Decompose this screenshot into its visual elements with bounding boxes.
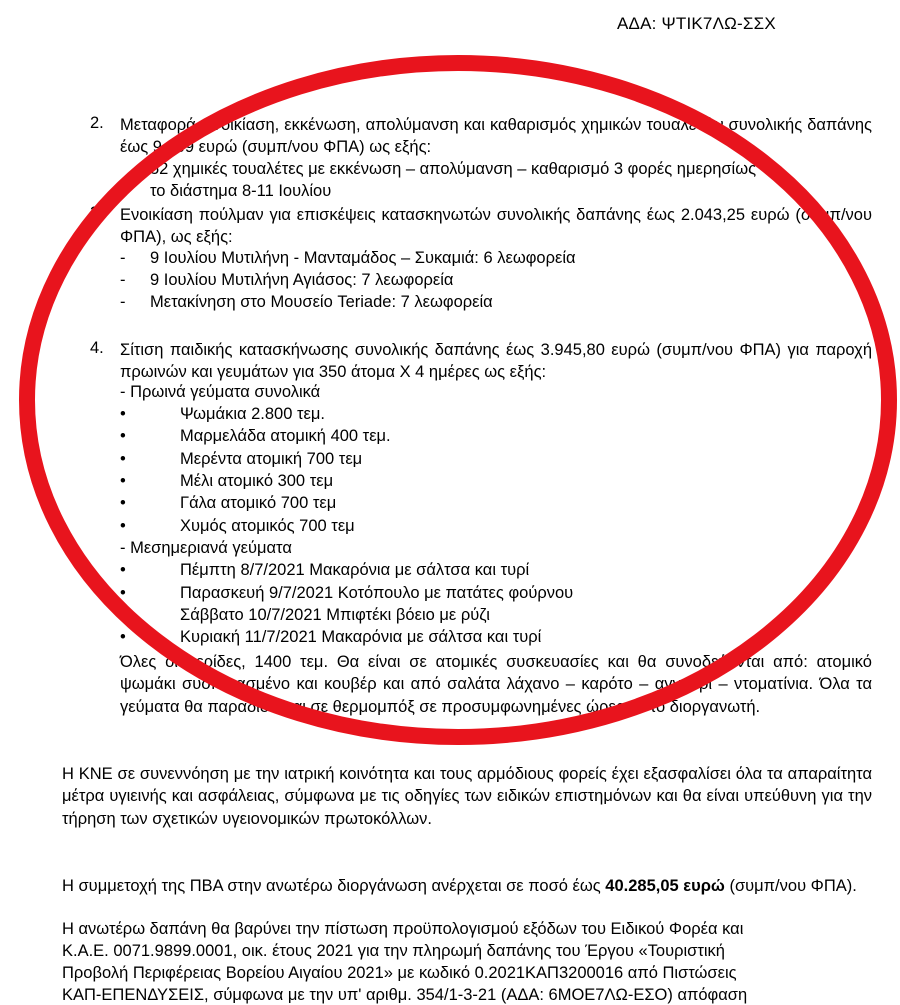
lunch-item: Σάββατο 10/7/2021 Μπιφτέκι βόειο με ρύζι [180,606,490,624]
bullet-marker: • [120,427,126,445]
kae-line: ΚΑΠ-ΕΠΕΝΔΥΣΕΙΣ, σύμφωνα με την υπ' αριθμ. 354/1-3-21 (ΑΔΑ: 6ΜΟΕ7ΛΩ-ΕΣΟ) απόφαση [62,986,748,1004]
bullet-marker: • [120,494,126,512]
pva-prefix: Η συμμετοχή της ΠΒΑ στην ανωτέρω διοργάνωση ανέρχεται σε ποσό έως [62,877,606,895]
bullet-marker: • [120,606,126,624]
breakfast-item: Ψωμάκια 2.800 τεμ. [180,405,325,423]
kae-line: Κ.Α.Ε. 0071.9899.0001, οικ. έτους 2021 για την πληρωμή δαπάνης του Έργου «Τουριστική [62,942,725,960]
breakfast-item: Χυμός ατομικός 700 τεμ [180,517,355,535]
item-4-text: Σίτιση παιδικής κατασκήνωσης συνολικής δαπάνης έως 3.945,80 ευρώ (συμπ/νου ΦΠΑ) για παροχή πρωινών και γευμάτων για 350 άτομα Χ 4 ημέρες ως εξής: [120,341,872,382]
item-2-number: 2. [90,114,104,132]
bullet-marker: • [120,517,126,535]
item-2-text: Μεταφορά, ενοικίαση, εκκένωση, απολύμανση και καθαρισμός χημικών τουαλετών συνολικής δαπάνης έως 9.009 ευρώ (συμπ/νου ΦΠΑ) ως εξής: [120,116,872,157]
pva-paragraph [62,875,872,897]
lunch-item: Παρασκευή 9/7/2021 Κοτόπουλο με πατάτες φούρνου [180,584,574,602]
kae-line: Προβολή Περιφέρειας Βορείου Αιγαίου 2021» με κωδικό 0.2021ΚΑΠ3200016 από Πιστώσεις [62,964,737,982]
item-4-number: 4. [90,339,104,357]
lunch-item: Πέμπτη 8/7/2021 Μακαρόνια με σάλτσα και τυρί [180,561,530,579]
bullet-marker: • [120,405,126,423]
dash-marker: - [120,271,126,289]
bullet-marker: • [120,450,126,468]
item-2-detail-line-1: 52 χημικές τουαλέτες με εκκένωση – απολύμανση – καθαρισμό 3 φορές ημερησίως [150,160,757,178]
bullet-marker: • [120,584,126,602]
bullet-marker: • [120,628,126,646]
item-3-number: 3. [90,204,104,222]
bullet-marker: • [120,472,126,490]
bus-row: 9 Ιουλίου Μυτιλήνη - Μανταμάδος – Συκαμιά: 6 λεωφορεία [150,249,576,267]
item-3-text: Ενοικίαση πούλμαν για επισκέψεις κατασκηνωτών συνολικής δαπάνης έως 2.043,25 ευρώ (συμπ/νου ΦΠΑ), ως εξής: [120,206,872,247]
breakfast-item: Μαρμελάδα ατομική 400 τεμ. [180,427,391,445]
breakfast-item: Μέλι ατομικό 300 τεμ [180,472,334,490]
bus-row: Μετακίνηση στο Μουσείο Teriade: 7 λεωφορεία [150,293,493,311]
meals-closing-text: Όλες οι μερίδες, 1400 τεμ. Θα είναι σε ατομικές συσκευασίες και θα συνοδεύονται από: ατομικό ψωμάκι συσκευασμένο και κουβέρ και από σαλάτα λάχανο – καρότο – αγγούρι – ντοματίνια. Όλα τα γεύματα θα παραδίδονται σε θερμομπόξ σε προσυμφωνημένες ώρες με το διοργανωτή. [120,653,872,716]
lunch-heading: - Μεσημεριανά γεύματα [120,539,292,557]
lunch-item: Κυριακή 11/7/2021 Μακαρόνια με σάλτσα και τυρί [180,628,542,646]
kne-paragraph: Η ΚΝΕ σε συνεννόηση με την ιατρική κοινότητα και τους αρμόδιους φορείς έχει εξασφαλίσει όλα τα απαραίτητα μέτρα υγιεινής και ασφάλειας, σύμφωνα με τις οδηγίες των ειδικών επιστημόνων και θα είναι υπεύθυνη για την τήρηση των σχετικών υγειονομικών πρωτοκόλλων. [62,765,872,828]
breakfast-item: Γάλα ατομικό 700 τεμ [180,494,337,512]
breakfast-heading: - Πρωινά γεύματα συνολικά [120,383,321,401]
ada-code: ΑΔΑ: ΨΤΙΚ7ΛΩ-ΣΣΧ [617,14,776,33]
bullet-marker: • [120,561,126,579]
pva-suffix: (συμπ/νου ΦΠΑ). [724,877,857,895]
dash-marker: - [120,249,126,267]
dash-marker: - [120,293,126,311]
item-2-detail-line-2: το διάστημα 8-11 Ιουλίου [150,182,332,200]
breakfast-item: Μερέντα ατομική 700 τεμ [180,450,363,468]
bus-row: 9 Ιουλίου Μυτιλήνη Αγιάσος: 7 λεωφορεία [150,271,454,289]
pva-amount: 40.285,05 ευρώ [605,877,725,895]
kae-line: Η ανωτέρω δαπάνη θα βαρύνει την πίστωση προϋπολογισμού εξόδων του Ειδικού Φορέα και [62,920,744,938]
